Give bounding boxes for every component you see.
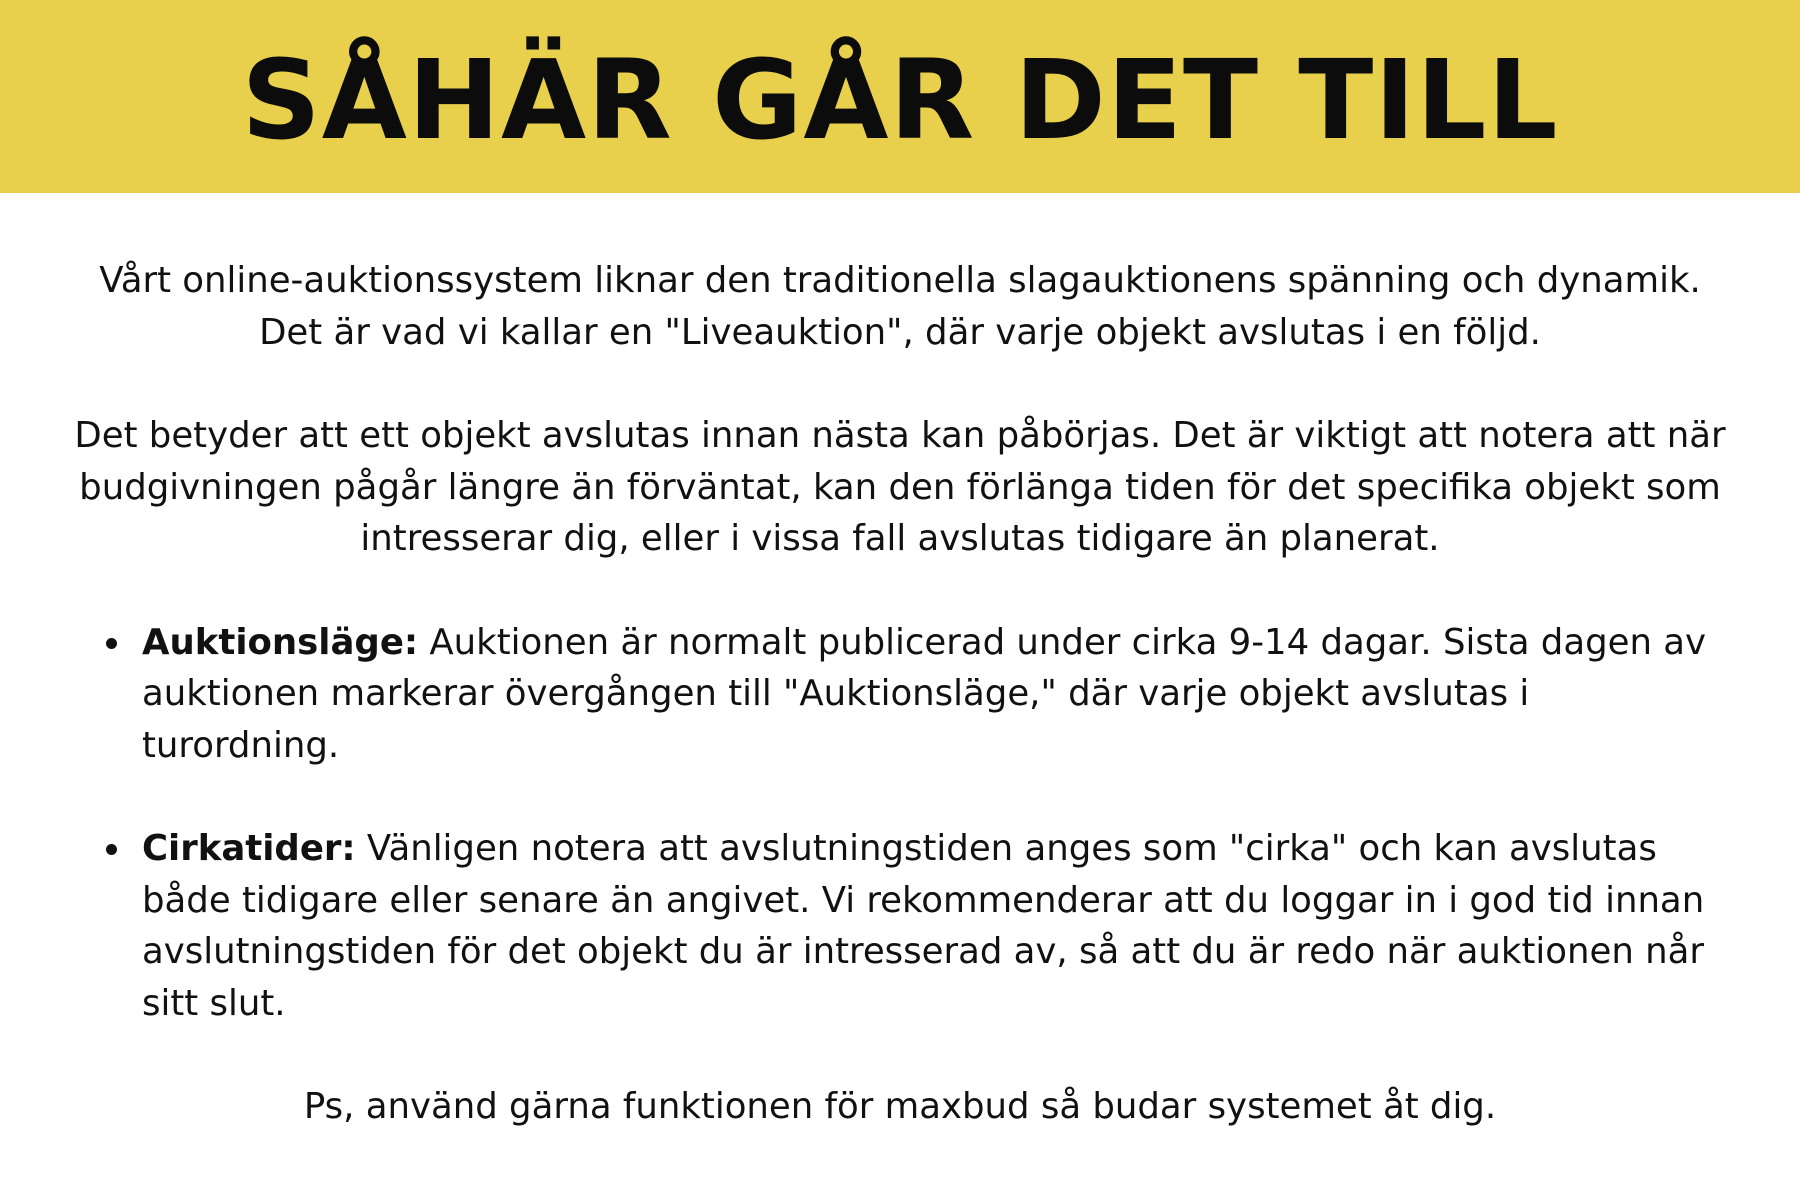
details-line: Det betyder att ett objekt avslutas innan nästa kan påbörjas. Det är viktigt att notera att när bbox=[74, 415, 1726, 456]
intro-paragraph bbox=[70, 255, 1730, 358]
page-title: SÅHÄR GÅR DET TILL bbox=[241, 35, 1559, 164]
footer-note: Ps, använd gärna funktionen för maxbud så budar systemet åt dig. bbox=[303, 1086, 1497, 1127]
list-item-term: Cirkatider: bbox=[142, 828, 356, 869]
details-line: intresserar dig, eller i vissa fall avslutas tidigare än planerat. bbox=[360, 518, 1440, 559]
list-item-line bbox=[142, 823, 1730, 875]
intro-line: Vårt online-auktionssystem liknar den traditionella slagauktionens spänning och dynamik. bbox=[99, 260, 1701, 301]
list-item-line bbox=[142, 617, 1730, 669]
list-item-term: Auktionsläge: bbox=[142, 621, 419, 663]
list-item-line: både tidigare eller senare än angivet. Vi rekommenderar att du loggar in i god tid innan bbox=[142, 879, 1705, 921]
details-paragraph bbox=[70, 410, 1730, 565]
list-item-line: turordning. bbox=[142, 724, 340, 766]
info-content bbox=[70, 255, 1730, 1133]
list-item-text: Auktionen är normalt publicerad under cirka 9-14 dagar. Sista dagen av bbox=[418, 621, 1707, 663]
list-item-cirkatider bbox=[142, 823, 1730, 1029]
list-item-line: avslutningstiden för det objekt du är intresserad av, så att du är redo när auktionen når bbox=[142, 931, 1704, 972]
list-item-text: Vänligen notera att avslutningstiden anges som "cirka" och kan avslutas bbox=[355, 828, 1657, 869]
title-banner bbox=[0, 0, 1800, 193]
spacer bbox=[70, 565, 1730, 617]
details-line: budgivningen pågår längre än förväntat, kan den förlänga tiden för det specifika objekt som bbox=[79, 466, 1721, 508]
list-item-auktionslage bbox=[142, 617, 1730, 772]
intro-line: Det är vad vi kallar en "Liveauktion", där varje objekt avslutas i en följd. bbox=[259, 311, 1541, 353]
list-item-line: auktionen markerar övergången till "Auktionsläge," där varje objekt avslutas i bbox=[142, 673, 1530, 714]
spacer bbox=[70, 1029, 1730, 1081]
list-item-line: sitt slut. bbox=[142, 982, 286, 1024]
bullet-icon bbox=[106, 638, 117, 649]
spacer bbox=[142, 771, 1730, 823]
bullet-icon bbox=[106, 844, 117, 855]
spacer bbox=[70, 358, 1730, 410]
rules-list bbox=[70, 617, 1730, 1030]
